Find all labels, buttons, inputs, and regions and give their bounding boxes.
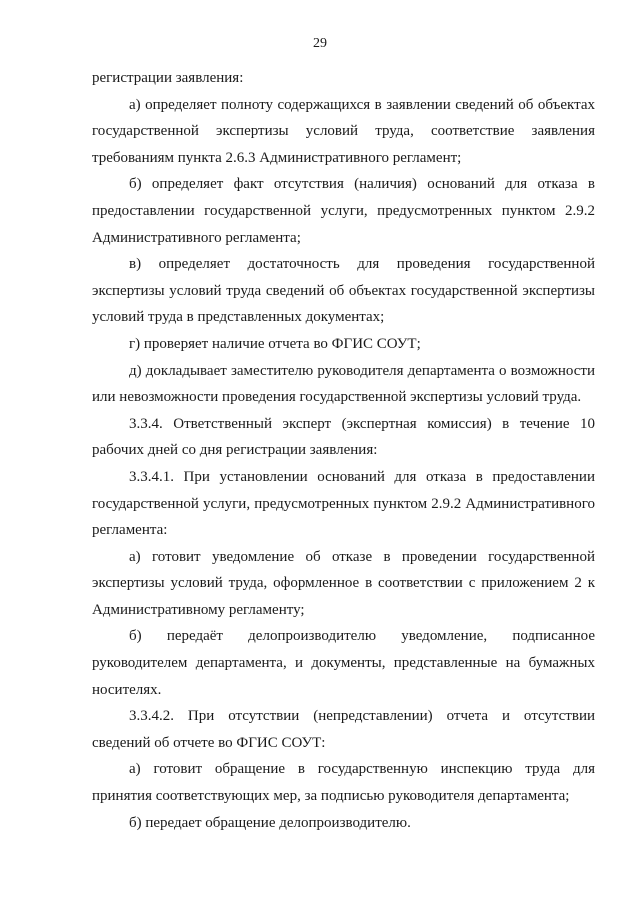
paragraph: регистрации заявления: [92, 70, 244, 86]
paragraph: а) определяет полноту содержащихся в заявлении сведений об объектах государственной экспертизы условий труда, соответствие заявления требованиям пункта 2.6.3 Административного регламент; [92, 96, 595, 166]
paragraph: а) готовит обращение в государственную инспекцию труда для принятия соответствующих мер, за подписью руководителя департамента; [92, 761, 595, 805]
page-number: 29 [313, 36, 327, 51]
paragraph: 3.3.4. Ответственный эксперт (экспертная комиссия) в течение 10 рабочих дней со дня регистрации заявления: [92, 415, 595, 459]
paragraph: б) передает обращение делопроизводителю. [129, 814, 411, 831]
paragraph: б) определяет факт отсутствия (наличия) оснований для отказа в предоставлении государственной услуги, предусмотренных пунктом 2.9.2 Административного регламента; [92, 176, 595, 246]
paragraph: 3.3.4.2. При отсутствии (непредставлении) отчета и отсутствии сведений об отчете во ФГИС СОУТ: [92, 708, 595, 751]
paragraph: а) готовит уведомление об отказе в проведении государственной экспертизы условий труда, оформленное в соответствии с приложением 2 к Административному регламенту; [92, 548, 595, 618]
paragraph: д) докладывает заместителю руководителя департамента о возможности или невозможности проведения государственной экспертизы условий труда. [92, 362, 595, 406]
paragraph: 3.3.4.1. При установлении оснований для отказа в предоставлении государственной услуги, предусмотренных пунктом 2.9.2 Административного регламента: [92, 468, 595, 539]
document-body [92, 65, 595, 836]
paragraph: б) передаёт делопроизводителю уведомление, подписанное руководителем департамента, и документы, представленные на бумажных носителях. [92, 628, 595, 698]
paragraph: в) определяет достаточность для проведения государственной экспертизы условий труда сведений об объектах государственной экспертизы условий труда в представленных документах; [92, 256, 595, 326]
paragraph: г) проверяет наличие отчета во ФГИС СОУТ; [129, 335, 421, 352]
